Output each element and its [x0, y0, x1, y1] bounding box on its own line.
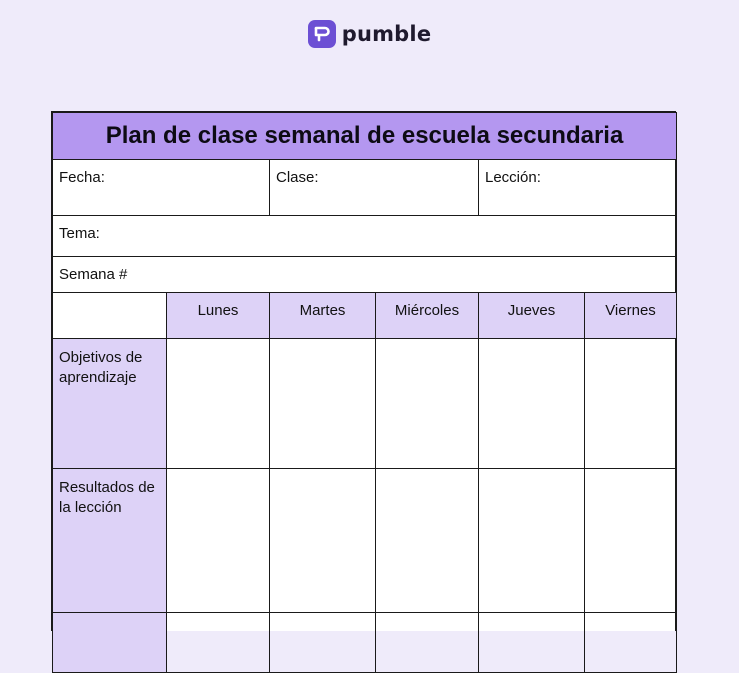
cell-resultados-viernes[interactable]: [585, 469, 677, 613]
cell-next-miercoles[interactable]: [376, 613, 479, 673]
corner-cell: [53, 293, 167, 339]
cell-next-lunes[interactable]: [167, 613, 270, 673]
day-header-miercoles: Miércoles: [376, 293, 479, 339]
day-header-lunes: Lunes: [167, 293, 270, 339]
lesson-plan-table: [52, 112, 677, 673]
leccion-label: Lección:: [485, 169, 541, 186]
cell-resultados-miercoles[interactable]: [376, 469, 479, 613]
cell-objetivos-miercoles[interactable]: [376, 339, 479, 469]
brand-header: [0, 20, 739, 48]
cell-objetivos-jueves[interactable]: [479, 339, 585, 469]
document-title: Plan de clase semanal de escuela secundaria: [53, 113, 677, 160]
day-header-jueves: Jueves: [479, 293, 585, 339]
cell-next-viernes[interactable]: [585, 613, 677, 673]
cell-objetivos-lunes[interactable]: [167, 339, 270, 469]
tema-field[interactable]: [53, 216, 677, 257]
row-label-objetivos: Objetivos de aprendizaje: [53, 339, 167, 469]
day-header-viernes: Viernes: [585, 293, 677, 339]
lesson-plan-sheet: [51, 111, 676, 631]
cell-next-jueves[interactable]: [479, 613, 585, 673]
day-header-martes: Martes: [270, 293, 376, 339]
cell-objetivos-viernes[interactable]: [585, 339, 677, 469]
clase-label: Clase:: [276, 169, 319, 186]
cell-objetivos-martes[interactable]: [270, 339, 376, 469]
pumble-logo-icon: [308, 20, 336, 48]
clase-field[interactable]: [270, 160, 479, 216]
cell-next-martes[interactable]: [270, 613, 376, 673]
row-label-resultados: Resultados de la lección: [53, 469, 167, 613]
leccion-field[interactable]: [479, 160, 677, 216]
cell-resultados-lunes[interactable]: [167, 469, 270, 613]
tema-label: Tema:: [59, 225, 100, 242]
cell-resultados-jueves[interactable]: [479, 469, 585, 613]
semana-field[interactable]: [53, 257, 677, 293]
semana-label: Semana #: [59, 266, 128, 283]
fecha-field[interactable]: [53, 160, 270, 216]
brand-name: pumble: [341, 22, 432, 46]
row-label-next: [53, 613, 167, 673]
fecha-label: Fecha:: [59, 169, 105, 186]
cell-resultados-martes[interactable]: [270, 469, 376, 613]
